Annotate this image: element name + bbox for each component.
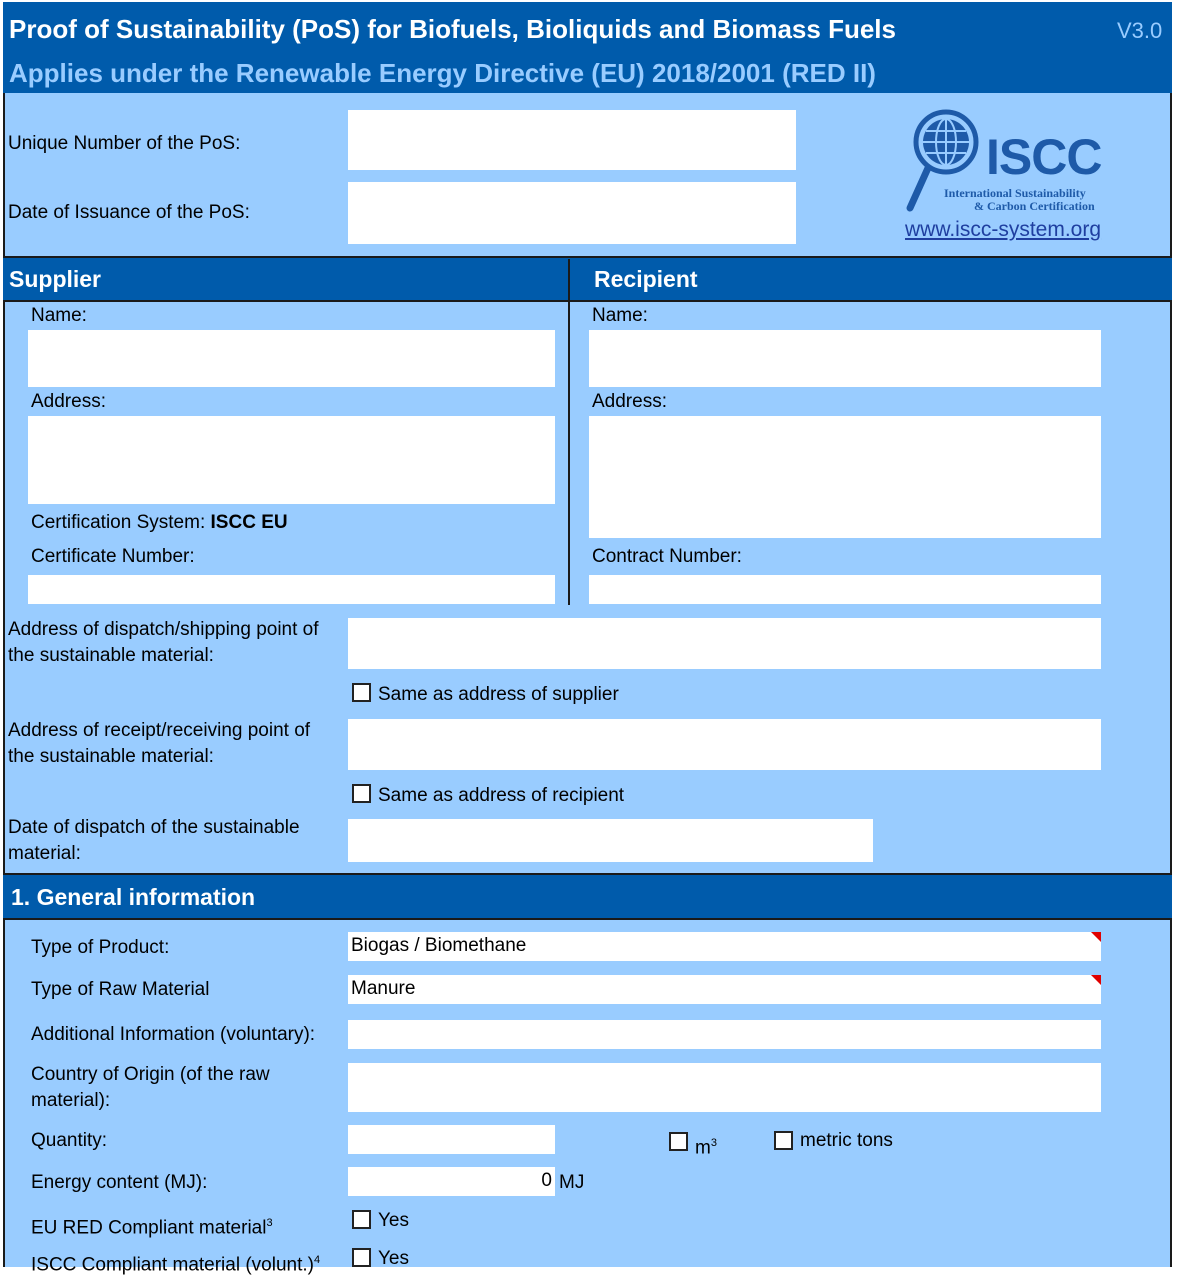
unit-m3-text: m	[695, 1137, 711, 1159]
eu-red-sup: 3	[266, 1217, 273, 1229]
unit-tons-checkbox[interactable]	[774, 1131, 793, 1150]
recipient-title: Recipient	[594, 266, 698, 292]
recipient-address-label: Address:	[592, 391, 667, 412]
date-issuance-label: Date of Issuance of the PoS:	[8, 202, 250, 223]
general-info-title: 1. General information	[11, 884, 256, 910]
country-origin-field[interactable]	[348, 1063, 1101, 1112]
form-title: Proof of Sustainability (PoS) for Biofuels, Bioliquids and Biomass Fuels	[9, 14, 896, 44]
unit-m3-label	[695, 1130, 717, 1161]
comment-marker	[1091, 932, 1101, 942]
unique-number-field[interactable]	[348, 110, 796, 170]
dispatch-address-field[interactable]	[348, 618, 1101, 669]
additional-info-label: Additional Information (voluntary):	[31, 1024, 316, 1045]
iscc-yes-label: Yes	[378, 1248, 409, 1269]
supplier-name-field[interactable]	[28, 330, 555, 387]
raw-material-value: Manure	[351, 978, 416, 999]
iscc-website-link[interactable]: www.iscc-system.org	[905, 218, 1102, 241]
iscc-compliant-label	[31, 1247, 320, 1278]
dispatch-address-label-2: the sustainable material:	[8, 645, 214, 666]
energy-content-value: 0	[541, 1170, 552, 1191]
cert-number-field[interactable]	[28, 575, 555, 604]
unique-number-label: Unique Number of the PoS:	[8, 133, 241, 154]
supplier-address-label: Address:	[31, 391, 106, 412]
supplier-name-label: Name:	[31, 305, 87, 326]
dispatch-date-label-2: material:	[8, 843, 81, 864]
same-as-recipient-checkbox[interactable]	[352, 784, 371, 803]
cert-system-value: ISCC EU	[210, 512, 288, 533]
column-divider	[568, 259, 570, 605]
eu-red-label-text: EU RED Compliant material	[31, 1217, 267, 1239]
product-type-field[interactable]	[348, 932, 1101, 961]
same-as-supplier-checkbox[interactable]	[352, 683, 371, 702]
cert-system-label-text: Certification System:	[31, 512, 206, 533]
cert-number-label: Certificate Number:	[31, 546, 195, 567]
dispatch-date-label-1: Date of dispatch of the sustainable	[8, 817, 300, 838]
iscc-yes-checkbox[interactable]	[352, 1248, 371, 1267]
dispatch-date-field[interactable]	[348, 819, 873, 862]
supplier-recipient-header	[3, 256, 1172, 302]
same-as-recipient-label: Same as address of recipient	[378, 785, 625, 806]
unit-tons-label: metric tons	[800, 1130, 893, 1151]
recipient-address-field[interactable]	[589, 416, 1101, 538]
version-label: V3.0	[1117, 18, 1163, 43]
eu-red-label	[31, 1210, 273, 1241]
iscc-compliant-sup: 4	[313, 1254, 321, 1266]
contract-number-field[interactable]	[589, 575, 1101, 604]
supplier-title: Supplier	[9, 266, 102, 292]
dispatch-address-label-1: Address of dispatch/shipping point of	[8, 619, 319, 640]
product-type-value: Biogas / Biomethane	[351, 935, 527, 956]
same-as-supplier-label: Same as address of supplier	[378, 684, 619, 705]
form-subtitle: Applies under the Renewable Energy Directive (EU) 2018/2001 (RED II)	[9, 58, 876, 88]
product-type-label: Type of Product:	[31, 937, 170, 958]
country-origin-label-1: Country of Origin (of the raw	[31, 1064, 270, 1085]
iscc-logo-line2: & Carbon Certification	[974, 199, 1095, 213]
unit-m3-checkbox[interactable]	[669, 1132, 688, 1151]
iscc-compliant-label-text: ISCC Compliant material (volunt.)	[31, 1254, 314, 1276]
receipt-address-label-1: Address of receipt/receiving point of	[8, 720, 311, 741]
additional-info-field[interactable]	[348, 1020, 1101, 1049]
date-issuance-field[interactable]	[348, 182, 796, 244]
recipient-name-label: Name:	[592, 305, 648, 326]
recipient-name-field[interactable]	[589, 330, 1101, 387]
contract-number-label: Contract Number:	[592, 546, 742, 567]
country-origin-label-2: material):	[31, 1090, 111, 1111]
raw-material-label: Type of Raw Material	[31, 979, 210, 1000]
receipt-address-label-2: the sustainable material:	[8, 746, 214, 767]
quantity-field[interactable]	[348, 1125, 555, 1154]
eu-red-yes-label: Yes	[378, 1210, 409, 1231]
unit-m3-sup: 3	[710, 1137, 717, 1149]
cert-system-label	[31, 510, 288, 536]
energy-unit-label: MJ	[559, 1172, 585, 1193]
receipt-address-field[interactable]	[348, 719, 1101, 770]
comment-marker	[1091, 975, 1101, 985]
iscc-logo-line1: International Sustainability	[944, 186, 1086, 200]
raw-material-field[interactable]	[348, 975, 1101, 1004]
iscc-logo-text: ISCC	[986, 129, 1102, 185]
energy-content-label: Energy content (MJ):	[31, 1172, 208, 1193]
supplier-address-field[interactable]	[28, 416, 555, 504]
eu-red-yes-checkbox[interactable]	[352, 1210, 371, 1229]
quantity-label: Quantity:	[31, 1130, 108, 1151]
energy-content-field[interactable]	[348, 1167, 555, 1196]
